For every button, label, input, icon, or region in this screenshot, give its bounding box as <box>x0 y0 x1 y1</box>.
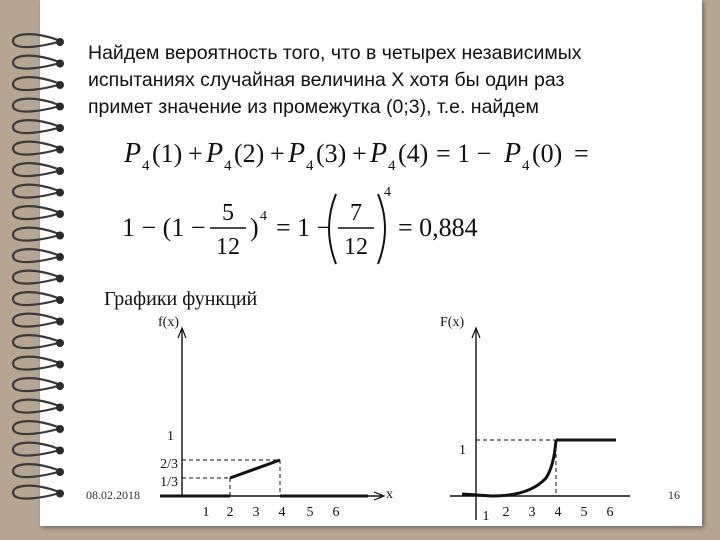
intro-line: примет значение из промежутка (0;3), т.е. найдем <box>88 96 539 118</box>
cdf-graph <box>430 310 640 526</box>
spiral-binding <box>0 0 80 540</box>
y-tick-1-3: 1/3 <box>160 475 178 490</box>
spiral-hole <box>56 253 64 261</box>
p-symbol: P <box>124 138 142 169</box>
x-tick: 5 <box>580 505 588 520</box>
spiral-ring <box>13 249 58 262</box>
result: = 0,884 <box>398 213 478 242</box>
p-symbol: P <box>504 138 522 169</box>
spiral-ring <box>13 486 58 499</box>
spiral-ring <box>13 378 58 391</box>
x-tick: 1 <box>202 505 210 520</box>
spiral-hole <box>56 339 64 347</box>
x-tick: 3 <box>252 505 260 520</box>
cdf-ylabel: F(x) <box>440 315 465 330</box>
frac-numerator: 7 <box>350 200 362 226</box>
spiral-hole <box>56 468 64 476</box>
spiral-ring <box>13 120 58 133</box>
plus-sign: + <box>188 139 203 168</box>
spiral-hole <box>56 425 64 433</box>
spiral-ring <box>13 271 58 284</box>
frac-denominator: 12 <box>216 234 240 260</box>
p-symbol: P <box>288 138 306 169</box>
exponent: 4 <box>260 209 267 224</box>
p-subscript: 4 <box>224 158 232 174</box>
spiral-hole <box>56 404 64 412</box>
spiral-hole <box>56 189 64 197</box>
spiral-ring <box>13 77 58 90</box>
plus-sign: + <box>352 139 367 168</box>
formula-probability-sum <box>118 130 618 180</box>
spiral-hole <box>56 81 64 89</box>
spiral-ring <box>13 185 58 198</box>
pdf-graph <box>150 310 410 530</box>
intro-line: испытаниях случайная величина X хотя бы один раз <box>88 69 565 91</box>
spiral-hole <box>56 60 64 68</box>
y-tick-2-3: 2/3 <box>160 457 178 472</box>
p-arg: (0) <box>532 139 563 168</box>
p-arg: (3) <box>316 139 347 168</box>
spiral-hole <box>56 232 64 240</box>
spiral-hole <box>56 210 64 218</box>
plus-sign: + <box>270 139 285 168</box>
spiral-ring <box>13 335 58 348</box>
spiral-ring <box>13 292 58 305</box>
graphs-title: Графики функций <box>104 288 258 310</box>
spiral-ring <box>13 99 58 112</box>
p-arg: (1) <box>152 139 183 168</box>
spiral-ring <box>13 443 58 456</box>
density-linear <box>230 460 280 478</box>
p-subscript: 4 <box>522 158 530 174</box>
eq-one-minus: = 1 − <box>276 213 332 242</box>
x-tick: 2 <box>226 505 234 520</box>
y-tick-1: 1 <box>459 443 466 458</box>
p-subscript: 4 <box>306 158 314 174</box>
trailing-equals: = <box>574 139 589 168</box>
spiral-hole <box>56 103 64 111</box>
frac-numerator: 5 <box>222 200 234 226</box>
pdf-ylabel: f(x) <box>158 315 179 330</box>
spiral-ring <box>13 163 58 176</box>
page-number: 16 <box>668 488 680 502</box>
y-tick-1: 1 <box>167 429 174 444</box>
spiral-ring <box>13 400 58 413</box>
spiral-hole <box>56 447 64 455</box>
intro-line: Найдем вероятность того, что в четырех независимых <box>88 42 582 64</box>
spiral-hole <box>56 124 64 132</box>
close-paren: ) <box>250 213 259 242</box>
spiral-hole <box>56 275 64 283</box>
spiral-ring <box>13 34 58 47</box>
spiral-ring <box>13 421 58 434</box>
spiral-hole <box>56 490 64 498</box>
exponent: 4 <box>384 185 391 200</box>
formula-result <box>118 180 538 270</box>
p-subscript: 4 <box>388 158 396 174</box>
pdf-xlabel: x <box>386 487 393 502</box>
x-tick: 6 <box>332 505 340 520</box>
intro-text <box>88 40 688 121</box>
spiral-hole <box>56 296 64 304</box>
spiral-ring <box>13 357 58 370</box>
footer-date: 08.02.2018 <box>86 488 140 502</box>
one-minus-open: 1 − (1 − <box>122 213 206 242</box>
spiral-ring <box>13 314 58 327</box>
spiral-ring <box>13 228 58 241</box>
p-subscript: 4 <box>142 158 150 174</box>
spiral-ring <box>13 464 58 477</box>
spiral-hole <box>56 167 64 175</box>
p-symbol: P <box>206 138 224 169</box>
frac-denominator: 12 <box>344 234 368 260</box>
spiral-ring <box>13 206 58 219</box>
spiral-hole <box>56 146 64 154</box>
x-tick: 5 <box>306 505 314 520</box>
p-arg: (2) <box>234 139 265 168</box>
x-tick: 6 <box>606 505 614 520</box>
spiral-hole <box>56 382 64 390</box>
big-right-paren <box>378 194 385 264</box>
p-symbol: P <box>370 138 388 169</box>
spiral-hole <box>56 361 64 369</box>
spiral-hole <box>56 318 64 326</box>
spiral-hole <box>56 38 64 46</box>
x-tick: 2 <box>502 505 510 520</box>
p-arg: (4) <box>398 139 429 168</box>
spiral-ring <box>13 142 58 155</box>
spiral-ring <box>13 56 58 69</box>
x-tick: 3 <box>528 505 536 520</box>
x-tick: 4 <box>554 505 562 520</box>
equals-one-minus: = 1 − <box>436 139 492 168</box>
x-tick: 1 <box>482 509 490 524</box>
x-tick: 4 <box>278 505 286 520</box>
